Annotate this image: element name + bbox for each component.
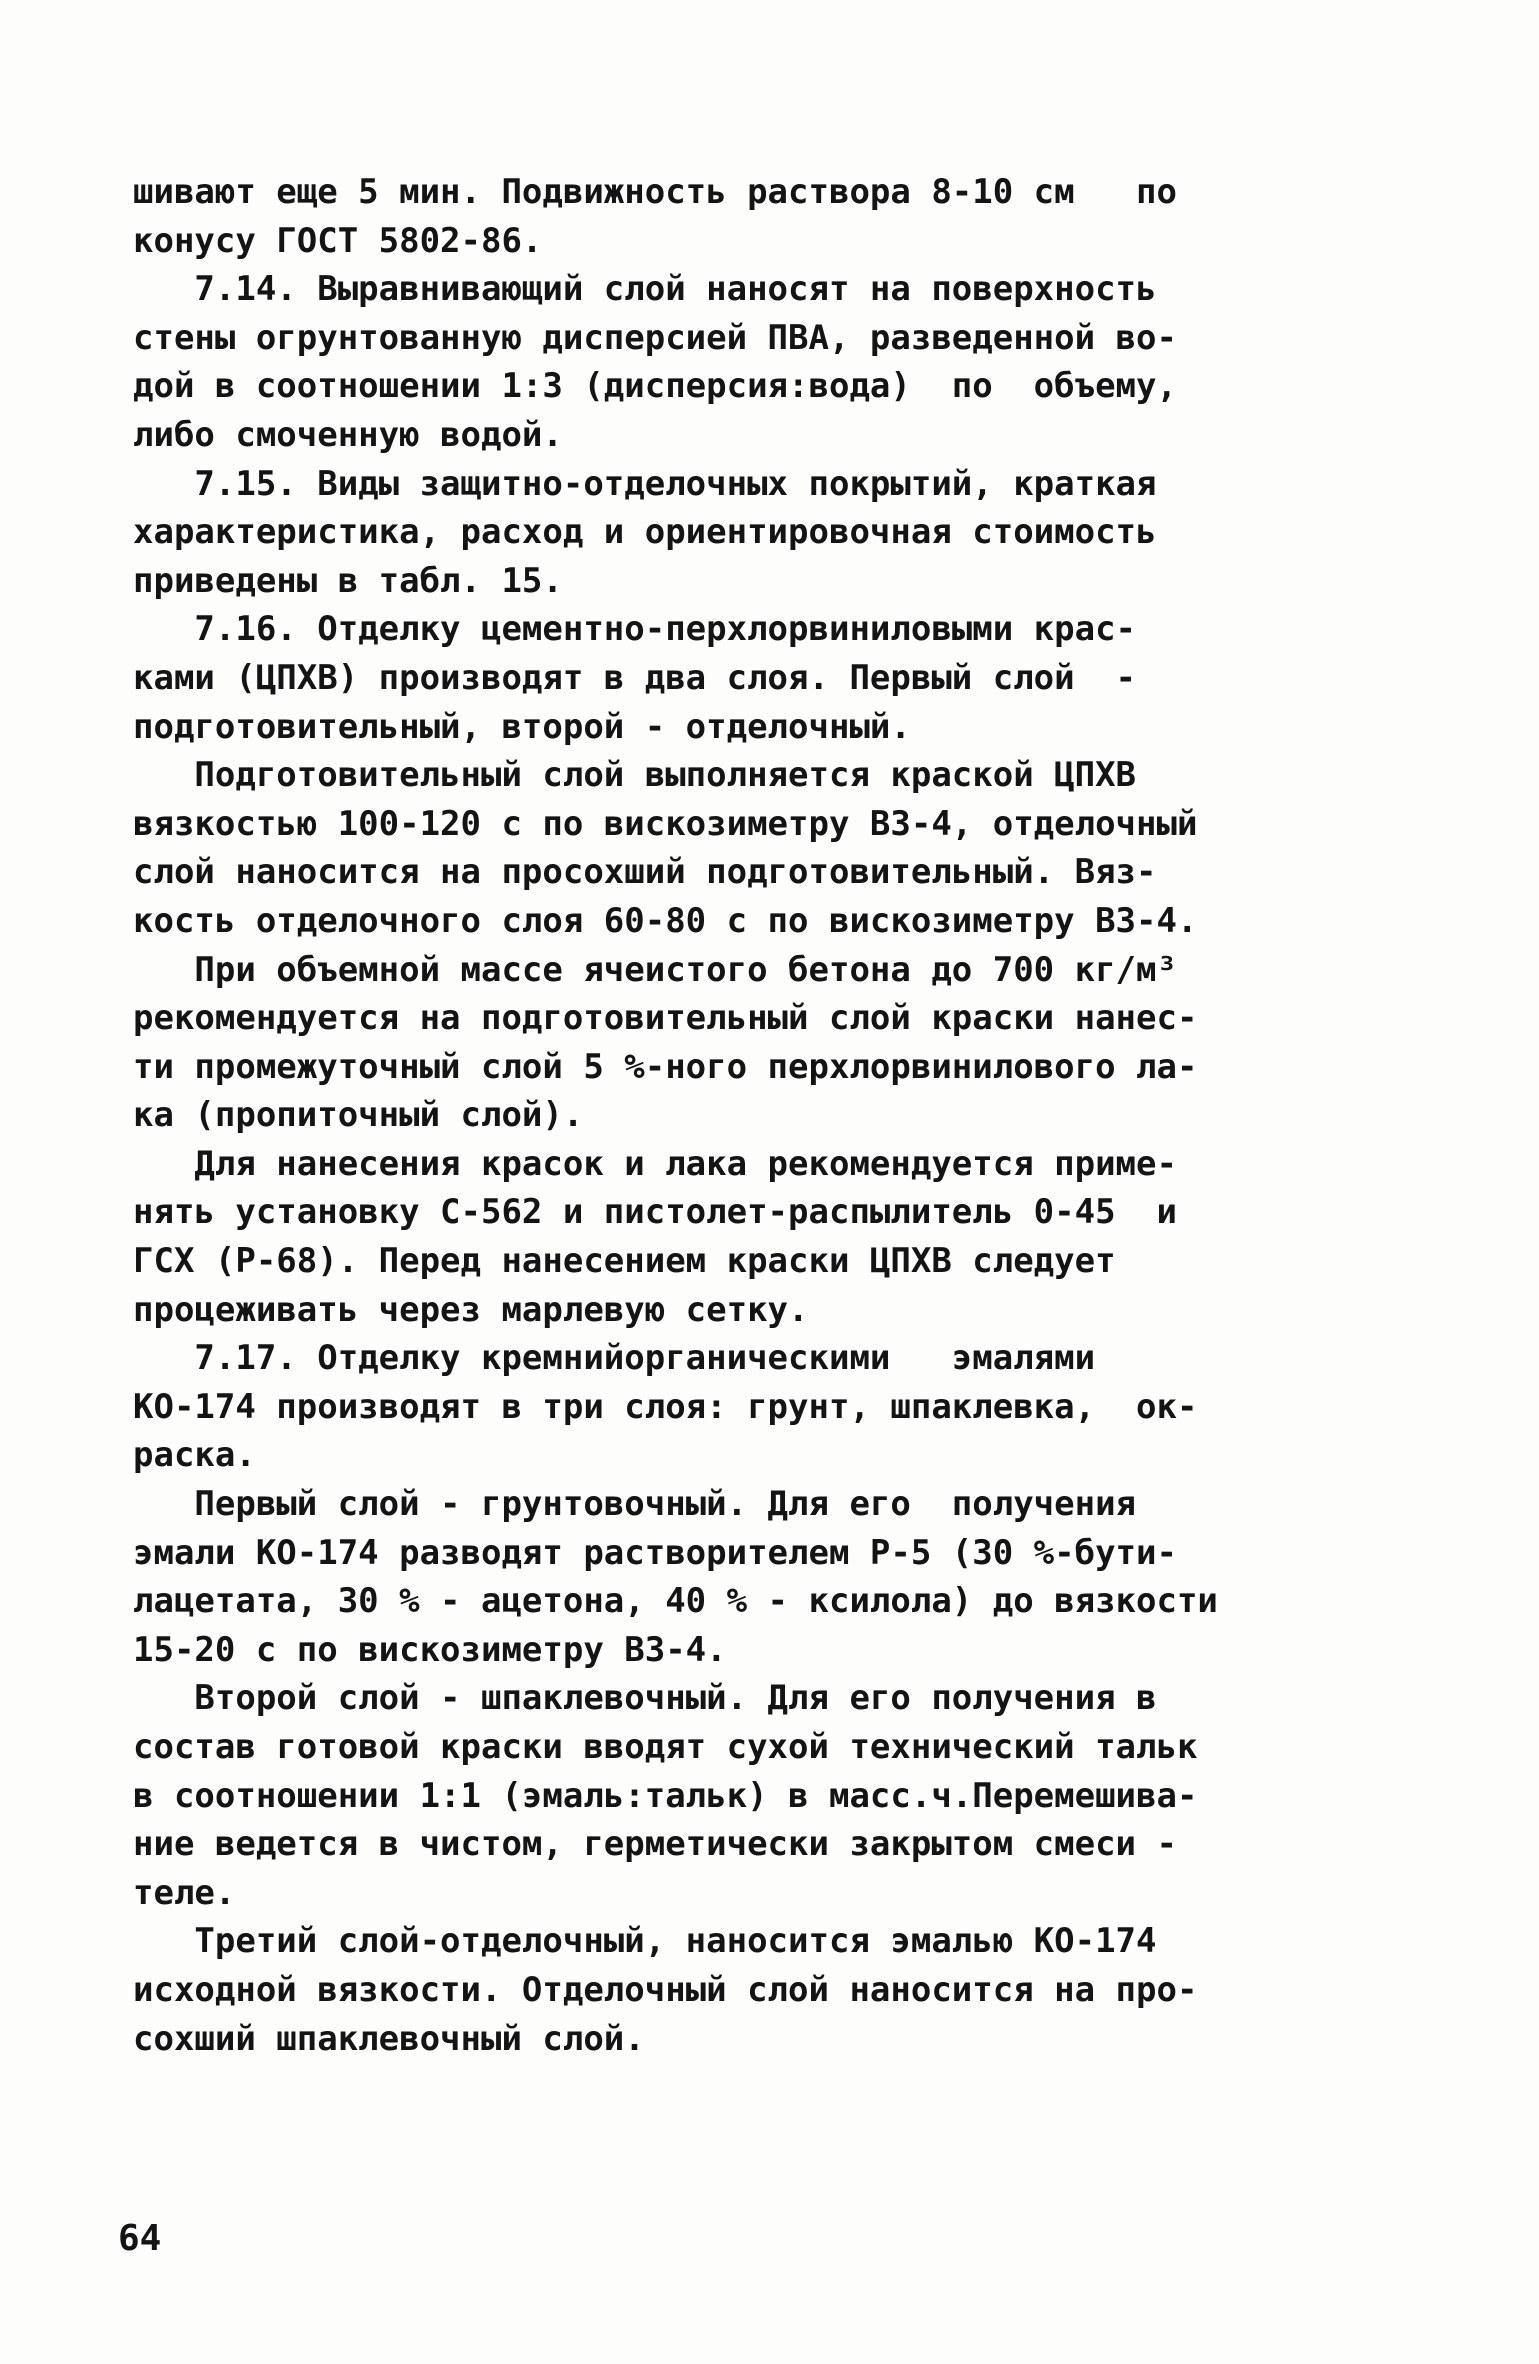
text-line: кость отделочного слоя 60-80 с по вискозиметру ВЗ-4.	[133, 900, 1198, 941]
text-line: нять установку С-562 и пистолет-распылитель 0-45 и	[133, 1192, 1177, 1233]
text-line: приведены в табл. 15.	[133, 560, 563, 601]
text-line: Третий слой-отделочный, наносится эмалью КО-174	[133, 1921, 1157, 1962]
text-line: КО-174 производят в три слоя: грунт, шпаклевка, ок-	[133, 1386, 1198, 1427]
text-line: состав готовой краски вводят сухой технический тальк	[133, 1727, 1198, 1767]
text-line: Второй слой - шпаклевочный. Для его получения в	[133, 1678, 1157, 1719]
text-line: сохший шпаклевочный слой.	[133, 2018, 645, 2059]
text-line: При объемной массе ячеистого бетона до 700 кг/м³	[133, 949, 1177, 990]
text-line: 7.15. Виды защитно-отделочных покрытий, краткая	[133, 463, 1157, 504]
text-line: исходной вязкости. Отделочный слой наносится на про-	[133, 1969, 1198, 2010]
text-line: подготовительный, второй - отделочный.	[133, 706, 911, 747]
text-line: ками (ЦПХВ) производят в два слоя. Первый слой -	[133, 657, 1137, 698]
text-line: рекомендуется на подготовительный слой краски нанес-	[133, 998, 1198, 1039]
text-line: характеристика, расход и ориентировочная стоимость	[133, 512, 1157, 553]
text-line: конусу ГОСТ 5802-86.	[133, 220, 543, 261]
text-line: ка (пропиточный слой).	[133, 1095, 584, 1136]
text-line: дой в соотношении 1:3 (дисперсия:вода) по объему,	[133, 366, 1177, 407]
text-line: 15-20 с по вискозиметру ВЗ-4.	[133, 1629, 727, 1670]
text-line: слой наносится на просохший подготовительный. Вяз-	[133, 852, 1157, 893]
text-line: 7.16. Отделку цементно-перхлорвиниловыми крас-	[133, 609, 1137, 650]
text-line: 7.17. Отделку кремнийорганическими эмалями	[133, 1338, 1096, 1379]
text-line: ние ведется в чистом, герметически закрытом смеси -	[133, 1824, 1177, 1865]
text-line: Первый слой - грунтовочный. Для его получения	[133, 1484, 1137, 1525]
text-line: 7.14. Выравнивающий слой наносят на поверхность	[133, 269, 1157, 310]
text-line: процеживать через марлевую сетку.	[133, 1289, 809, 1330]
text-line: шивают еще 5 мин. Подвижность раствора 8-10 см по	[133, 172, 1177, 212]
text-line: теле.	[133, 1872, 236, 1913]
text-line: Подготовительный слой выполняется краской ЦПХВ	[133, 755, 1137, 796]
text-line: вязкостью 100-120 с по вискозиметру ВЗ-4, отделочный	[133, 803, 1198, 844]
text-line: либо смоченную водой.	[133, 414, 563, 455]
text-line: Для нанесения красок и лака рекомендуется приме-	[133, 1143, 1177, 1184]
page-number: 64	[118, 2218, 162, 2259]
text-line: раска.	[133, 1435, 256, 1476]
text-line: эмали КО-174 разводят растворителем Р-5 (30 %-бути-	[133, 1532, 1177, 1573]
text-line: в соотношении 1:1 (эмаль:тальк) в масс.ч.Перемешива-	[133, 1775, 1198, 1816]
body-text	[133, 168, 1433, 2063]
text-line: ти промежуточный слой 5 %-ного перхлорвинилового ла-	[133, 1046, 1198, 1087]
text-line: лацетата, 30 % - ацетона, 40 % - ксилола) до вязкости	[133, 1581, 1218, 1622]
text-line: стены огрунтованную дисперсией ПВА, разведенной во-	[133, 317, 1177, 358]
text-line: ГСХ (Р-68). Перед нанесением краски ЦПХВ следует	[133, 1241, 1116, 1282]
